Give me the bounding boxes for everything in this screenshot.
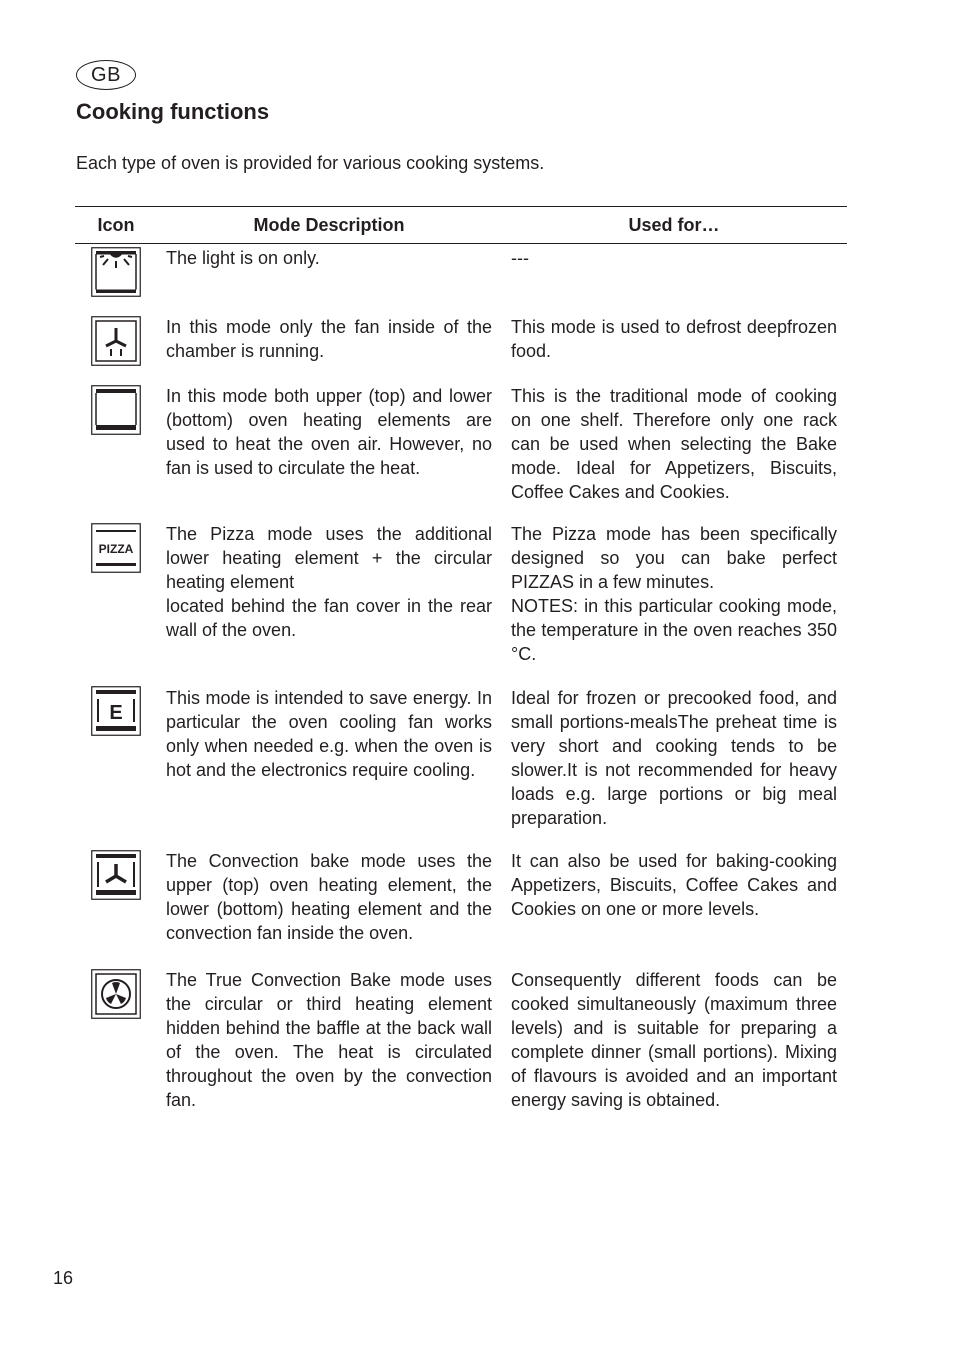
row-description: In this mode only the fan inside of the chamber is running. <box>166 317 492 361</box>
row-used-for: --- <box>511 248 529 268</box>
page-number: 16 <box>53 1268 74 1288</box>
row-used-for: Ideal for frozen or precooked food, and small portions-mealsThe preheat time is very short and cooking tends to be slower.It is not recommended for heavy loads e.g. large portions or big meal preparation. <box>511 688 837 828</box>
column-header-description: Mode Description <box>253 215 405 235</box>
row-description: In this mode both upper (top) and lower (bottom) oven heating elements are used to heat the oven air. However, no fan is used to circulate the heat. <box>166 386 492 478</box>
column-header-icon: Icon <box>97 215 135 235</box>
row-used-for: Consequently different foods can be cooked simultaneously (maximum three levels) and is suitable for preparing a complete dinner (small portions). Mixing of flavours is avoided and an important energy saving is obtained. <box>511 970 837 1110</box>
language-badge: GB <box>76 60 136 90</box>
oven-light-icon <box>91 247 141 297</box>
pizza-icon-label: PIZZA <box>98 542 134 556</box>
top-bottom-heat-icon <box>91 385 141 435</box>
convection-bake-icon <box>91 850 141 900</box>
true-convection-icon <box>91 969 141 1019</box>
column-header-used-for: Used for… <box>628 215 720 235</box>
row-used-for: This is the traditional mode of cooking on one shelf. Therefore only one rack can be used when selecting the Bake mode. Ideal for Appetizers, Biscuits, Coffee Cakes and Cookies. <box>511 386 837 502</box>
row-description: This mode is intended to save energy. In particular the oven cooling fan works only when needed e.g. when the oven is hot and the electronics require cooling. <box>166 688 492 780</box>
row-used-for: It can also be used for baking-cooking Appetizers, Biscuits, Coffee Cakes and Cookies on one or more levels. <box>511 851 837 919</box>
row-description: The Convection bake mode uses the upper (top) oven heating element, the lower (bottom) heating element and the convection fan inside the oven. <box>166 851 492 943</box>
table-top-rule <box>75 206 847 207</box>
eco-mode-icon <box>91 686 141 736</box>
eco-icon-label: E <box>109 702 123 724</box>
oven-fan-icon <box>91 316 141 366</box>
page-title: Cooking functions <box>76 99 270 124</box>
row-description: The light is on only. <box>166 248 320 268</box>
row-description: The True Convection Bake mode uses the circular or third heating element hidden behind the baffle at the back wall of the oven. The heat is circulated throughout the oven by the convection fan. <box>166 970 492 1110</box>
intro-text: Each type of oven is provided for various cooking systems. <box>76 153 545 173</box>
table-header-rule <box>75 243 847 244</box>
row-used-for: The Pizza mode has been specifically designed so you can bake perfect PIZZAS in a few minutes. NOTES: in this particular cooking mode, the temperature in the oven reaches 350 °C. <box>511 524 837 664</box>
pizza-mode-icon <box>91 523 141 573</box>
row-description: The Pizza mode uses the additional lower heating element + the circular heating element located behind the fan cover in the rear wall of the oven. <box>166 524 492 640</box>
row-used-for: This mode is used to defrost deepfrozen food. <box>511 317 837 361</box>
